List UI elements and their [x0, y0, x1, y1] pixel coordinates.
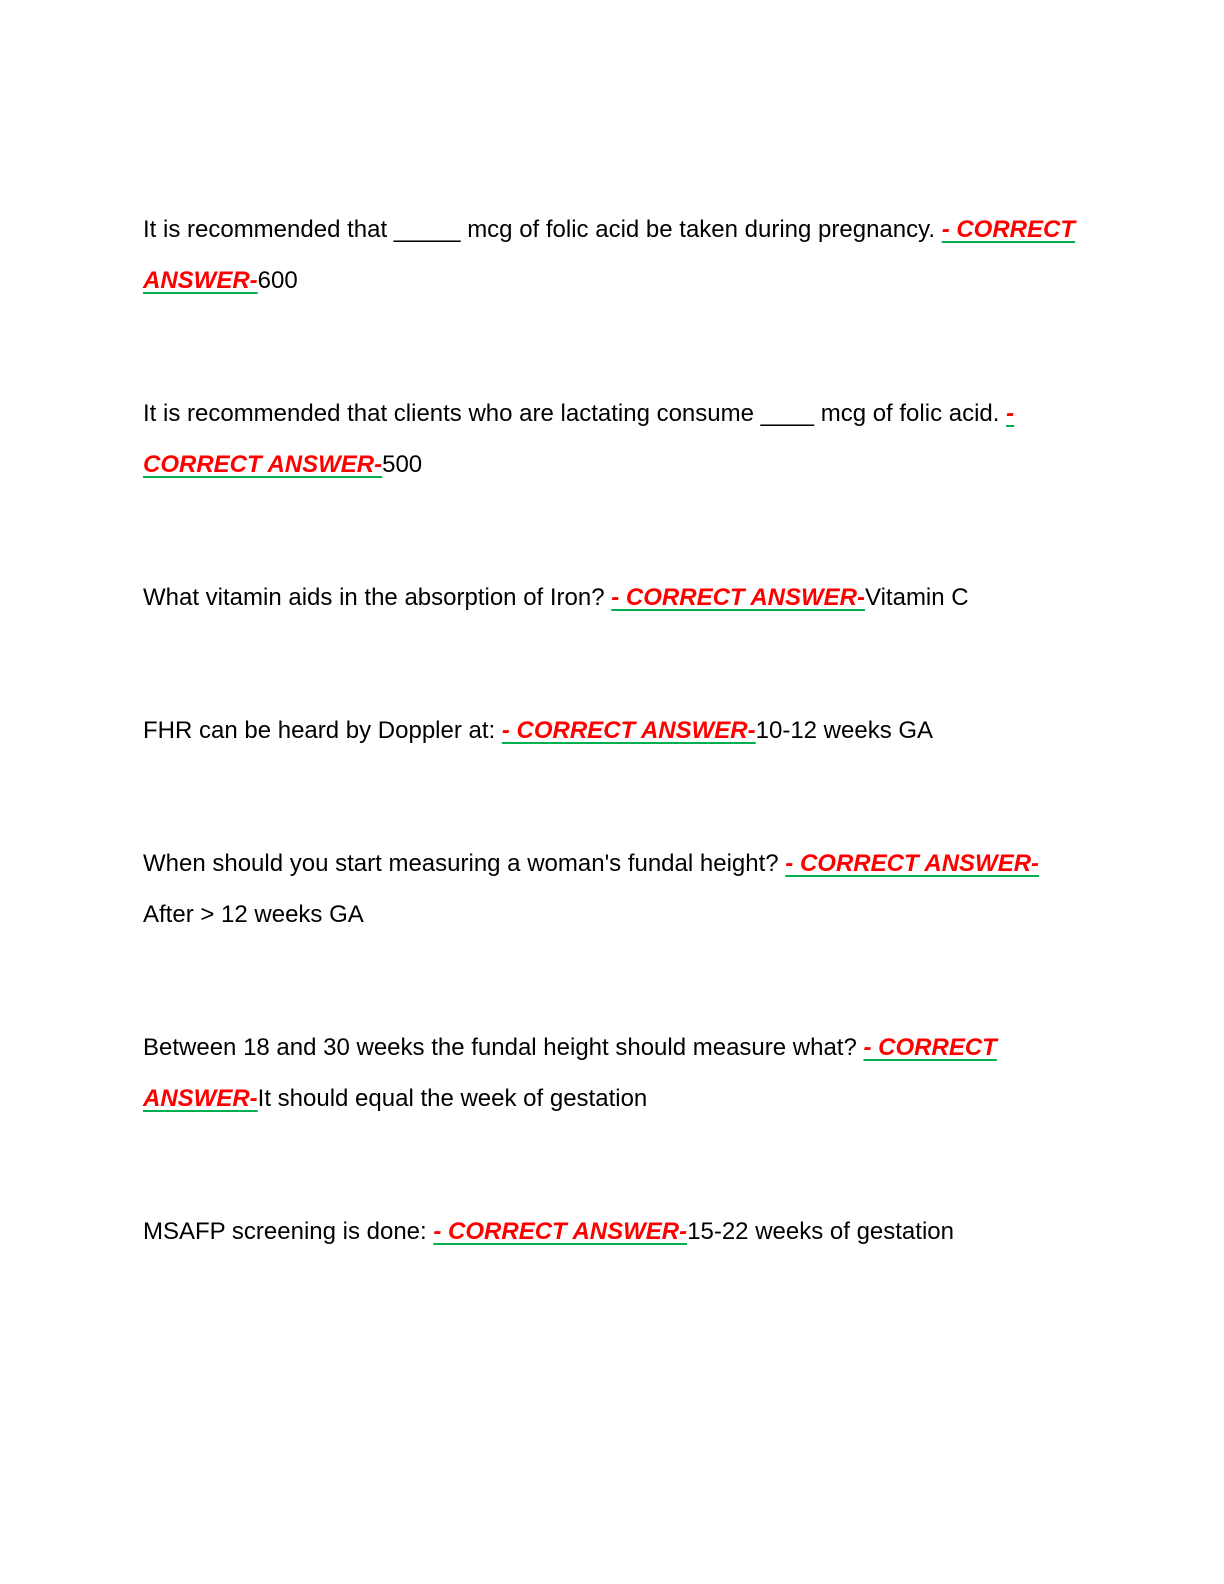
answer-text: 600	[257, 267, 298, 294]
qa-item	[143, 388, 1083, 490]
answer-text: It should equal the week of gestation	[257, 1085, 648, 1112]
question-text: It is recommended that _____ mcg of folic acid be taken during pregnancy.	[143, 216, 942, 243]
qa-item	[143, 1022, 1083, 1124]
answer-text: 15-22 weeks of gestation	[687, 1218, 954, 1245]
answer-text: After > 12 weeks GA	[143, 901, 364, 928]
correct-answer-marker: - CORRECT ANSWER-	[143, 1034, 997, 1112]
answer-text: 10-12 weeks GA	[755, 717, 934, 744]
correct-answer-marker: - CORRECT ANSWER-	[611, 584, 866, 611]
question-text: MSAFP screening is done:	[143, 1218, 434, 1245]
answer-text: 500	[382, 451, 423, 478]
qa-item	[143, 572, 1083, 623]
answer-text: Vitamin C	[865, 584, 969, 611]
correct-answer-marker: - CORRECT ANSWER-	[143, 400, 1015, 478]
question-text: It is recommended that clients who are lactating consume ____ mcg of folic acid.	[143, 400, 1007, 427]
correct-answer-marker: - CORRECT ANSWER-	[143, 216, 1076, 294]
question-text: FHR can be heard by Doppler at:	[143, 717, 502, 744]
question-text: When should you start measuring a woman's fundal height?	[143, 850, 786, 877]
correct-answer-marker: - CORRECT ANSWER-	[785, 850, 1040, 877]
qa-item	[143, 1206, 1083, 1257]
correct-answer-marker: - CORRECT ANSWER-	[433, 1218, 688, 1245]
correct-answer-marker: - CORRECT ANSWER-	[501, 717, 756, 744]
qa-item	[143, 204, 1083, 306]
qa-item	[143, 705, 1083, 756]
qa-item	[143, 838, 1083, 940]
question-text: Between 18 and 30 weeks the fundal height should measure what?	[143, 1034, 864, 1061]
question-text: What vitamin aids in the absorption of Iron?	[143, 584, 612, 611]
